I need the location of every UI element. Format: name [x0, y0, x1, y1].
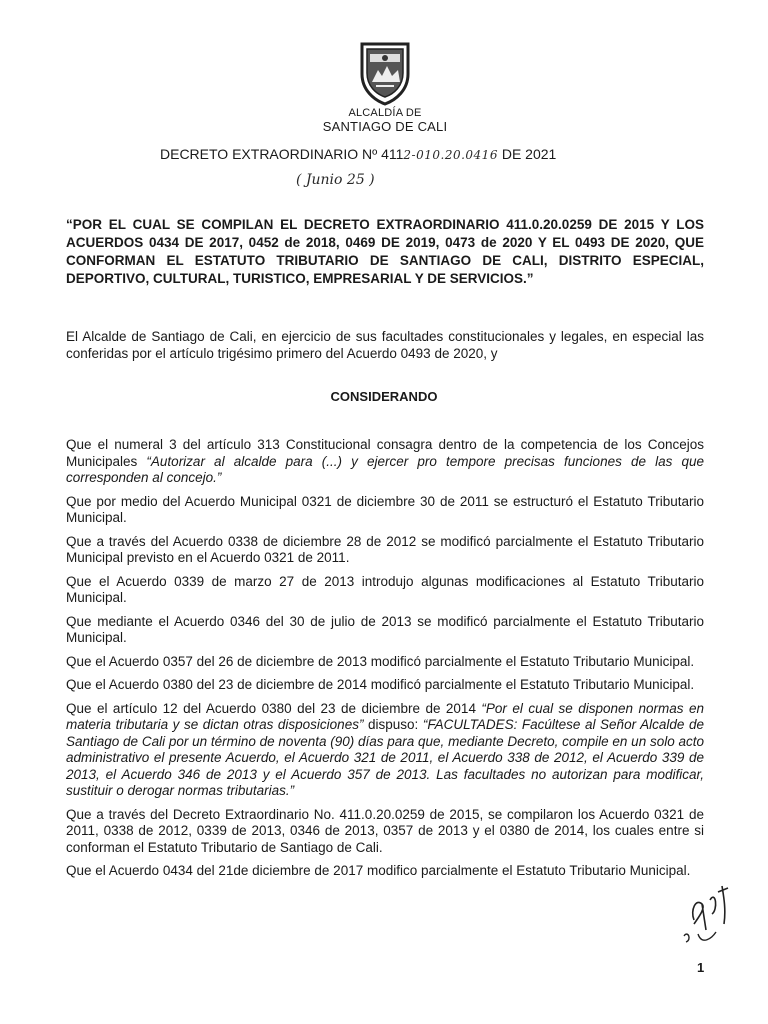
intro-paragraph: El Alcalde de Santiago de Cali, en ejercicio de sus facultades constitucionales y legales, en especial las conferidas por el artículo trigésimo primero del Acuerdo 0493 de 2020, y [66, 329, 704, 361]
decree-prefix: DECRETO EXTRAORDINARIO Nº 411 [160, 146, 404, 162]
decree-title: “POR EL CUAL SE COMPILAN EL DECRETO EXTRAORDINARIO 411.0.20.0259 DE 2015 Y LOS ACUERDOS 0434 DE 2017, 0452 de 2018, 0469 DE 2019, 0473 de 2020 Y EL 0493 DE 2020, QUE CONFORMAN EL ESTATUTO TRIBUTARIO DE SANTIAGO DE CALI, DISTRITO ESPECIAL, DEPORTIVO, CULTURAL, TURISTICO, EMPRESARIAL Y DE SERVICIOS.” [66, 217, 704, 286]
consideration-paragraph: Que el artículo 12 del Acuerdo 0380 del 23 de diciembre de 2014 “Por el cual se disponen normas en materia tributaria y se dictan otras disposiciones” dispuso: “FACULTADES: Facúltese al Señor Alcalde de Santiago de Cali por un término de noventa (90) días para que, mediante Decreto, compile en un solo acto administrativo el presente Acuerdo, el Acuerdo 321 de 2011, el Acuerdo 338 de 2012, el Acuerdo 339 de 2013, el Acuerdo 346 de 2013 y el Acuerdo 357 de 2013. Las facultades no autorizan para modificar, sustituir o derogar normas tributarias.” [66, 700, 704, 798]
consideration-paragraph: Que el Acuerdo 0434 del 21de diciembre de 2017 modifico parcialmente el Estatuto Tributario Municipal. [66, 863, 691, 878]
decree-year: DE 2021 [501, 146, 557, 162]
consideration-paragraph: Que mediante el Acuerdo 0346 del 30 de julio de 2013 se modificó parcialmente el Estatuto Tributario Municipal. [66, 613, 704, 645]
decree-number-line [160, 146, 556, 162]
consideration-paragraph: Que el Acuerdo 0339 de marzo 27 de 2013 introdujo algunas modificaciones al Estatuto Tributario Municipal. [66, 573, 704, 605]
consideration-paragraph: Que el Acuerdo 0380 del 23 de diciembre de 2014 modificó parcialmente el Estatuto Tributario Municipal. [66, 677, 695, 692]
entity-name-line1: ALCALDÍA DE [348, 107, 422, 119]
city-coat-of-arms-icon [356, 40, 414, 106]
entity-name-line2: SANTIAGO DE CALI [322, 119, 448, 134]
page-number: 1 [697, 960, 705, 975]
consideration-paragraph: Que a través del Decreto Extraordinario No. 411.0.20.0259 de 2015, se compilaron los Acuerdo 0321 de 2011, 0338 de 2012, 0339 de 2013, 0346 de 2013, 0357 de 2013 y el 0380 de 2014, los cuales entre si conforman el Estatuto Tributario de Santiago de Cali. [66, 806, 704, 855]
handwritten-date: ( Junio 25 ) [296, 172, 375, 188]
quoted-faculty-text: “FACULTADES: Facúltese al Señor Alcalde de Santiago de Cali por un término de noventa (90) días para que, mediante Decreto, compile en un solo acto administrativo el presente Acuerdo, el Acuerdo 321 de 2011, el Acuerdo 338 de 2012, el Acuerdo 339 de 2013, el Acuerdo 346 de 2013 y el Acuerdo 357 de 2013. Las facultades no autorizan para modificar, sustituir o derogar normas tributarias.” [66, 717, 704, 798]
handwritten-decree-number: 2-010.20.0416 [403, 148, 498, 162]
consideration-paragraph: Que el Acuerdo 0357 del 26 de diciembre de 2013 modificó parcialmente el Estatuto Tributario Municipal. [66, 653, 695, 669]
consideration-paragraph: Que por medio del Acuerdo Municipal 0321 de diciembre 30 de 2011 se estructuró el Estatuto Tributario Municipal. [66, 493, 704, 525]
consideration-paragraph: Que a través del Acuerdo 0338 de diciembre 28 de 2012 se modificó parcialmente el Estatuto Tributario Municipal previsto en el Acuerdo 0321 de 2011. [66, 533, 704, 565]
handwritten-initials-signature [672, 880, 738, 950]
consideration-paragraph: Que el numeral 3 del artículo 313 Constitucional consagra dentro de la competencia de los Concejos Municipales “Autorizar al alcalde para (...) y ejercer pro tempore precisas funciones de las que corresponden al concejo.” [66, 437, 705, 485]
section-heading: CONSIDERANDO [330, 389, 438, 404]
considerations-list [66, 437, 704, 887]
